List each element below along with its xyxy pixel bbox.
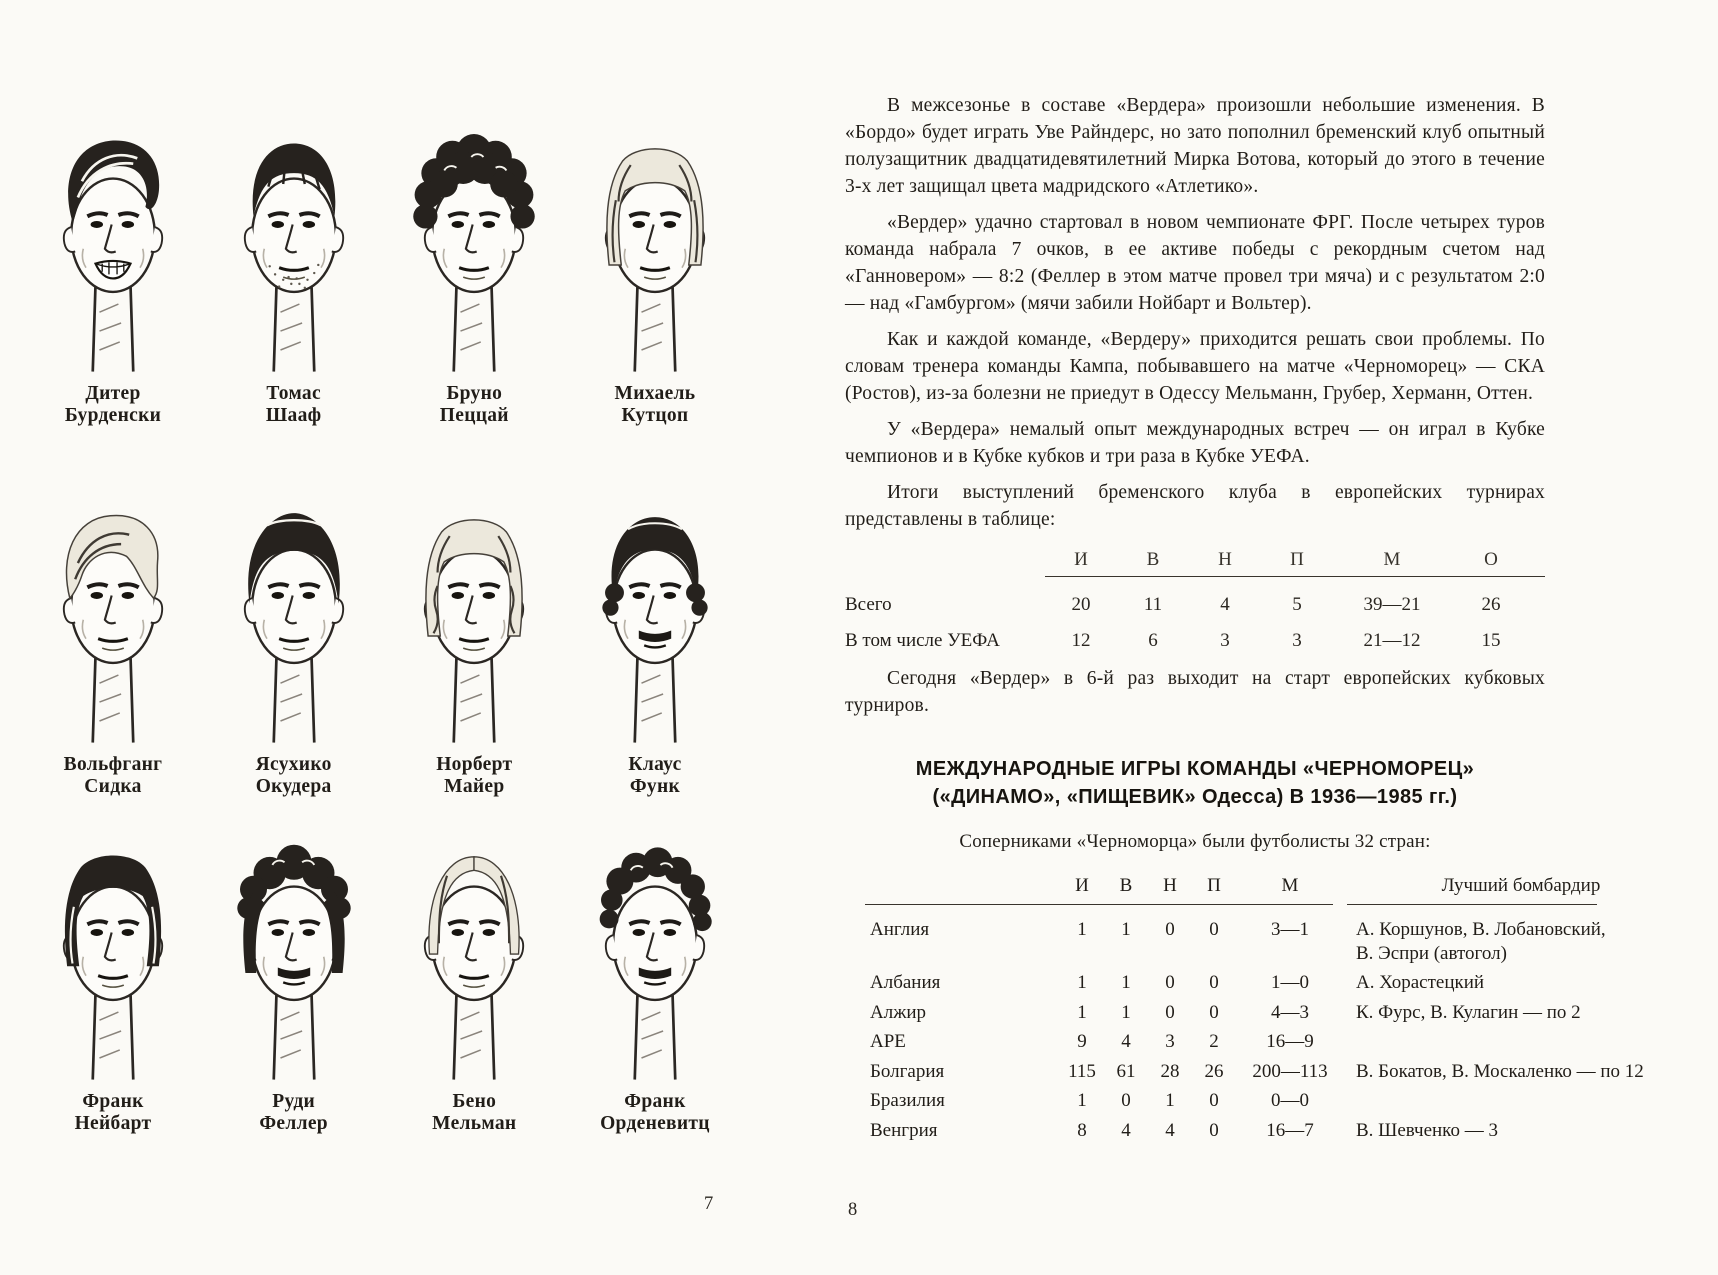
table-cell: 16—7 <box>1266 1119 1314 1141</box>
scorer-cell <box>1356 1060 1644 1084</box>
player-last-name: Орденевитц <box>600 1113 710 1134</box>
player-caption <box>266 383 322 427</box>
player-caption <box>65 383 161 427</box>
table-cell: 5 <box>1292 594 1302 615</box>
player-first-name: Вольфганг <box>63 754 163 775</box>
player-caption <box>259 1091 328 1135</box>
table-cell: 0 <box>1209 972 1219 993</box>
column-header: В <box>1146 549 1160 570</box>
player-portrait-sketch <box>213 790 375 1085</box>
table-cell: 3 <box>1292 630 1302 651</box>
row-label: Всего <box>845 594 892 615</box>
country-cell: Албания <box>870 972 941 993</box>
player-last-name: Пеццай <box>439 405 509 426</box>
scorer-column-header: Лучший бомбардир <box>1441 875 1601 896</box>
table-row <box>845 1119 1707 1143</box>
player-last-name: Нейбарт <box>74 1113 152 1134</box>
player-first-name: Норберт <box>436 754 513 775</box>
scorer-cell <box>1356 1001 1581 1025</box>
scorer-cell <box>1356 1119 1498 1143</box>
werder-results-table <box>845 549 1545 659</box>
paragraph: «Вердер» удачно стартовал в новом чемпионате ФРГ. После четырех туров команда набрала 7 очков, в ее активе победы с рекордным счетом над «Ганновером» — 8:2 (Феллер в этом матче провел три мяча) и с результатом 2:0 — над «Гамбургом» (мячи забили Нойбарт и Вольтер). <box>845 212 1545 314</box>
column-header: Н <box>1163 875 1177 896</box>
country-cell: Венгрия <box>870 1119 938 1141</box>
player-last-name: Майер <box>444 776 505 797</box>
opponents-table <box>845 875 1707 1142</box>
player-first-name: Дитер <box>85 383 141 404</box>
player-portrait-sketch <box>393 448 555 748</box>
scorer-cell <box>1356 971 1484 995</box>
portrait-cell <box>207 92 381 427</box>
table-cell: 1 <box>1121 919 1131 940</box>
table-cell: 4—3 <box>1271 1001 1309 1023</box>
player-caption <box>432 1091 516 1135</box>
player-first-name: Михаель <box>614 383 696 404</box>
player-portrait-sketch <box>32 448 194 748</box>
country-cell: АРЕ <box>870 1031 906 1052</box>
player-first-name: Франк <box>82 1091 144 1112</box>
page-right <box>810 0 1718 1275</box>
player-portrait-sketch <box>32 790 194 1085</box>
player-caption <box>600 1091 710 1135</box>
table-cell: 2 <box>1209 1031 1219 1052</box>
player-first-name: Бено <box>452 1091 497 1112</box>
table-cell: 4 <box>1121 1119 1131 1141</box>
player-portrait-sketch <box>393 790 555 1085</box>
werder-table-header <box>845 549 1545 571</box>
table-cell: 1 <box>1165 1090 1175 1111</box>
table-cell: 1 <box>1077 1090 1087 1111</box>
country-cell: Бразилия <box>870 1090 945 1111</box>
closing-paragraph: Сегодня «Вердер» в 6-й раз выходит на старт европейских кубковых турниров. <box>845 668 1545 716</box>
paragraph: У «Вердера» немалый опыт международных встреч — он играл в Кубке чемпионов и в Кубке кубков и три раза в Кубке УЕФА. <box>845 419 1545 467</box>
player-caption <box>440 383 509 427</box>
portrait-row-3 <box>26 790 742 1135</box>
column-header: П <box>1290 549 1304 570</box>
scorer-line: К. Фурс, В. Кулагин — по 2 <box>1356 1001 1581 1023</box>
country-cell: Болгария <box>870 1060 945 1082</box>
column-header: И <box>1074 549 1088 570</box>
table-cell: 20 <box>1071 594 1091 615</box>
table-cell: 1 <box>1121 972 1131 993</box>
player-last-name: Мельман <box>432 1113 517 1134</box>
table-cell: 4 <box>1121 1031 1131 1052</box>
page-left <box>0 0 810 1275</box>
table-cell: 1 <box>1077 1001 1087 1023</box>
section-subheading: Соперниками «Черноморца» были футболисты 32 стран: <box>959 831 1431 852</box>
table-row <box>845 1030 1707 1054</box>
portrait-row-1 <box>26 92 742 427</box>
scorer-cell <box>1356 918 1606 965</box>
section-heading-line2: («ДИНАМО», «ПИЩЕВИК» Одесса) В 1936—1985 гг.) <box>932 786 1458 808</box>
scorer-line: В. Эспри (автогол) <box>1356 942 1507 964</box>
table-row <box>845 1089 1707 1113</box>
table-cell: 0 <box>1165 919 1175 940</box>
table-cell: 12 <box>1071 630 1091 651</box>
player-first-name: Клаус <box>628 754 682 775</box>
portrait-cell <box>26 790 200 1135</box>
table-cell: 26 <box>1481 594 1501 615</box>
table-cell: 61 <box>1116 1060 1136 1082</box>
column-header: М <box>1383 549 1401 570</box>
player-last-name: Кутцоп <box>621 405 689 426</box>
player-caption <box>75 1091 152 1135</box>
section-heading <box>845 755 1545 811</box>
table-row <box>845 918 1707 965</box>
page-number-right: 8 <box>848 1200 858 1220</box>
portrait-cell <box>568 790 742 1135</box>
table-row <box>845 1060 1707 1084</box>
row-label: В том числе УЕФА <box>845 630 1000 651</box>
scorer-line: В. Бокатов, В. Москаленко — по 12 <box>1356 1060 1644 1082</box>
player-portrait-sketch <box>574 790 736 1085</box>
paragraphs <box>845 92 1545 533</box>
table-cell: 3 <box>1220 630 1230 651</box>
section-heading-line1: МЕЖДУНАРОДНЫЕ ИГРЫ КОМАНДЫ «ЧЕРНОМОРЕЦ» <box>915 758 1475 780</box>
table-cell: 0 <box>1209 919 1219 940</box>
paragraph: Итоги выступлений бременского клуба в европейских турнирах представлены в таблице: <box>845 482 1545 530</box>
table-cell: 1—0 <box>1271 972 1309 993</box>
portrait-cell <box>387 448 561 798</box>
table-cell: 0 <box>1209 1090 1219 1111</box>
table-cell: 200—113 <box>1252 1060 1328 1082</box>
player-first-name: Руди <box>272 1091 316 1112</box>
table-cell: 115 <box>1068 1060 1096 1082</box>
player-first-name: Томас <box>266 383 321 404</box>
table-cell: 0 <box>1121 1090 1131 1111</box>
player-portrait-sketch <box>213 92 375 377</box>
country-cell: Англия <box>870 919 930 940</box>
table-cell: 15 <box>1481 630 1501 651</box>
table-cell: 3 <box>1165 1031 1175 1052</box>
table-cell: 21—12 <box>1363 630 1421 651</box>
table-cell: 0 <box>1209 1119 1219 1141</box>
player-first-name: Франк <box>624 1091 686 1112</box>
table-row <box>845 1001 1707 1025</box>
page-number-left: 7 <box>704 1194 714 1214</box>
column-header: О <box>1484 549 1498 570</box>
table-cell: 1 <box>1077 972 1087 993</box>
player-last-name: Шааф <box>265 405 322 426</box>
player-portrait-sketch <box>213 448 375 748</box>
player-portrait-sketch <box>574 92 736 377</box>
table-cell: 1 <box>1077 919 1087 940</box>
portrait-cell <box>387 790 561 1135</box>
portrait-cell <box>207 790 381 1135</box>
table-cell: 1 <box>1121 1001 1131 1023</box>
portrait-cell <box>26 448 200 798</box>
table-rule <box>845 904 1707 906</box>
table-cell: 4 <box>1165 1119 1175 1141</box>
column-header: В <box>1119 875 1133 896</box>
portrait-cell <box>387 92 561 427</box>
table-row <box>845 587 1545 623</box>
table-cell: 3—1 <box>1271 919 1309 940</box>
scorer-line: В. Шевченко — 3 <box>1356 1119 1498 1141</box>
portrait-cell <box>568 448 742 798</box>
table-cell: 0 <box>1165 1001 1175 1023</box>
table-cell: 11 <box>1143 594 1163 615</box>
table-cell: 0 <box>1165 972 1175 993</box>
column-header: Н <box>1218 549 1232 570</box>
table-rule <box>1045 576 1545 577</box>
table-cell: 28 <box>1160 1060 1180 1082</box>
table-cell: 39—21 <box>1363 594 1421 615</box>
player-portrait-sketch <box>32 92 194 377</box>
column-header: П <box>1207 875 1221 896</box>
table-row <box>845 623 1545 659</box>
player-last-name: Феллер <box>259 1113 328 1134</box>
scorer-line: А. Коршунов, В. Лобановский, <box>1356 919 1606 940</box>
table-cell: 26 <box>1204 1060 1224 1082</box>
table-cell: 0—0 <box>1271 1090 1309 1111</box>
table-cell: 8 <box>1077 1119 1087 1141</box>
country-cell: Алжир <box>870 1001 926 1023</box>
portrait-cell <box>207 448 381 798</box>
player-portrait-sketch <box>574 448 736 748</box>
column-header: И <box>1075 875 1089 896</box>
table-row <box>845 971 1707 995</box>
player-first-name: Бруно <box>446 383 503 404</box>
player-last-name: Бурденски <box>64 405 162 426</box>
player-last-name: Сидка <box>84 776 142 797</box>
portrait-row-2 <box>26 448 742 798</box>
player-caption <box>615 383 696 427</box>
paragraph: Как и каждой команде, «Вердеру» приходится решать свои проблемы. По словам тренера команды Кампа, побывавшего на матче «Черноморец» — СКА (Ростов), из-за болезни не приедут в Одессу Мельманн, Грубер, Херманн, Оттен. <box>845 329 1545 404</box>
table-cell: 9 <box>1077 1031 1087 1052</box>
table-cell: 6 <box>1148 630 1158 651</box>
player-portrait-sketch <box>393 92 555 377</box>
scorer-line: А. Хорастецкий <box>1356 972 1485 993</box>
player-first-name: Ясухико <box>255 754 332 775</box>
player-last-name: Окудера <box>255 776 332 797</box>
opponents-table-header <box>845 875 1707 897</box>
portrait-cell <box>26 92 200 427</box>
column-header: М <box>1281 875 1299 896</box>
table-cell: 0 <box>1209 1001 1219 1023</box>
player-last-name: Функ <box>629 776 681 797</box>
table-cell: 16—9 <box>1266 1031 1314 1052</box>
paragraph: В межсезонье в составе «Вердера» произошли небольшие изменения. В «Бордо» будет играть Уве Райндерс, но зато пополнил бременский клуб опытный полузащитник двадцатидевятилетний Мирка Вотова, который до этого в течение 3-х лет защищал цвета мадридского «Атлетико». <box>845 95 1545 197</box>
text-column <box>845 92 1644 1148</box>
portrait-cell <box>568 92 742 427</box>
table-cell: 4 <box>1220 594 1230 615</box>
